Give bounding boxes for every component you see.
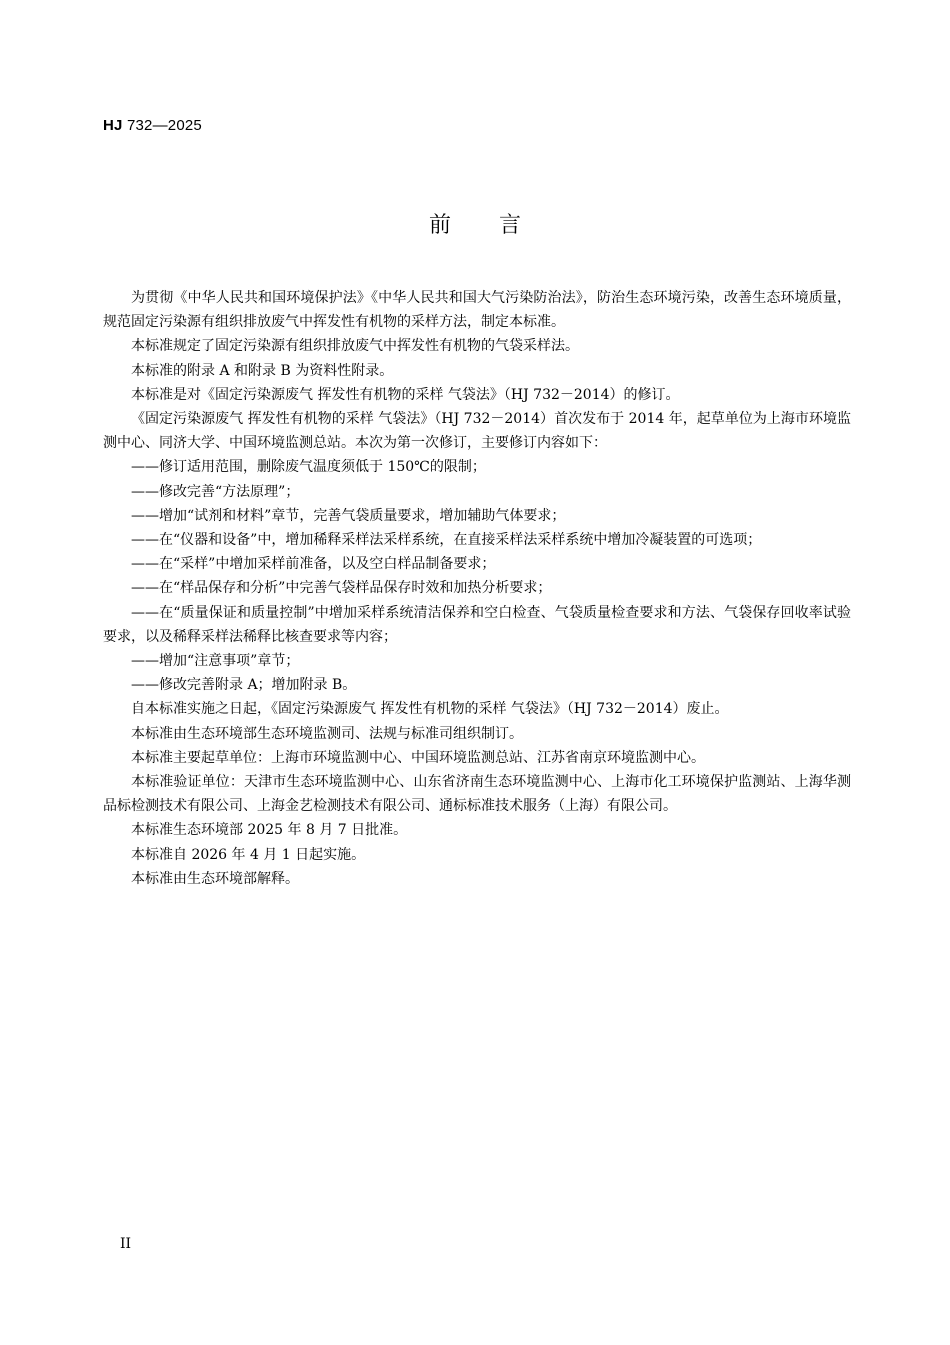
- paragraph-supersede: 自本标准实施之日起，《固定污染源废气 挥发性有机物的采样 气袋法》（HJ 732－2014）废止。: [131, 701, 729, 718]
- revision-item: ——在“质量保证和质量控制”中增加采样系统清洁保养和空白检查、气袋质量检查要求和方法、气袋保存回收率试验要求，以及稀释采样法稀释比核查要求等内容；: [103, 604, 851, 645]
- standard-code-number: 732—2025: [126, 117, 202, 134]
- paragraph-effective-date: 本标准自 2026 年 4 月 1 日起实施。: [131, 846, 366, 863]
- paragraph-organizer: 本标准由生态环境部生态环境监测司、法规与标准司组织制订。: [131, 725, 523, 742]
- revision-item: ——在“样品保存和分析”中完善气袋样品保存时效和加热分析要求；: [131, 580, 552, 597]
- paragraph-drafters: 本标准主要起草单位：上海市环境监测中心、中国环境监测总站、江苏省南京环境监测中心。: [131, 749, 705, 766]
- revision-item: ——在“采样”中增加采样前准备，以及空白样品制备要求；: [131, 556, 496, 573]
- paragraph-appendix: 本标准的附录 A 和附录 B 为资料性附录。: [131, 362, 394, 379]
- revision-item: ——修改完善“方法原理”；: [131, 483, 300, 500]
- paragraph-scope: 本标准规定了固定污染源有组织排放废气中挥发性有机物的气袋采样法。: [131, 338, 579, 355]
- paragraph-approval: 本标准生态环境部 2025 年 8 月 7 日批准。: [131, 822, 408, 839]
- standard-code-header: [103, 117, 202, 134]
- page-number: II: [120, 1236, 132, 1252]
- paragraph-validators: 本标准验证单位：天津市生态环境监测中心、山东省济南生态环境监测中心、上海市化工环境保护监测站、上海华测品标检测技术有限公司、上海金艺检测技术有限公司、通标标准技术服务（上海）有限公司。: [103, 774, 851, 815]
- paragraph-revision: 本标准是对《固定污染源废气 挥发性有机物的采样 气袋法》（HJ 732－2014）的修订。: [131, 386, 680, 403]
- page-title: 前言: [428, 213, 569, 238]
- paragraph-purpose: 为贯彻《中华人民共和国环境保护法》《中华人民共和国大气污染防治法》，防治生态环境污染，改善生态环境质量，规范固定污染源有组织排放废气中挥发性有机物的采样方法，制定本标准。: [103, 290, 851, 331]
- revision-item: ——修改完善附录 A；增加附录 B。: [131, 677, 357, 694]
- revision-item: ——修订适用范围，删除废气温度须低于 150℃的限制；: [131, 459, 486, 476]
- standard-code-prefix: HJ: [103, 117, 123, 134]
- paragraph-interpretation: 本标准由生态环境部解释。: [131, 870, 299, 887]
- paragraph-history: 《固定污染源废气 挥发性有机物的采样 气袋法》（HJ 732－2014）首次发布于 2014 年，起草单位为上海市环境监测中心、同济大学、中国环境监测总站。本次为第一次修订，主要修订内容如下：: [103, 411, 851, 452]
- foreword-body: [103, 286, 851, 891]
- revision-item: ——增加“试剂和材料”章节，完善气袋质量要求，增加辅助气体要求；: [131, 507, 566, 524]
- revision-item: ——增加“注意事项”章节；: [131, 653, 300, 670]
- revision-item: ——在“仪器和设备”中，增加稀释采样法采样系统，在直接采样法采样系统中增加冷凝装置的可选项；: [131, 532, 762, 549]
